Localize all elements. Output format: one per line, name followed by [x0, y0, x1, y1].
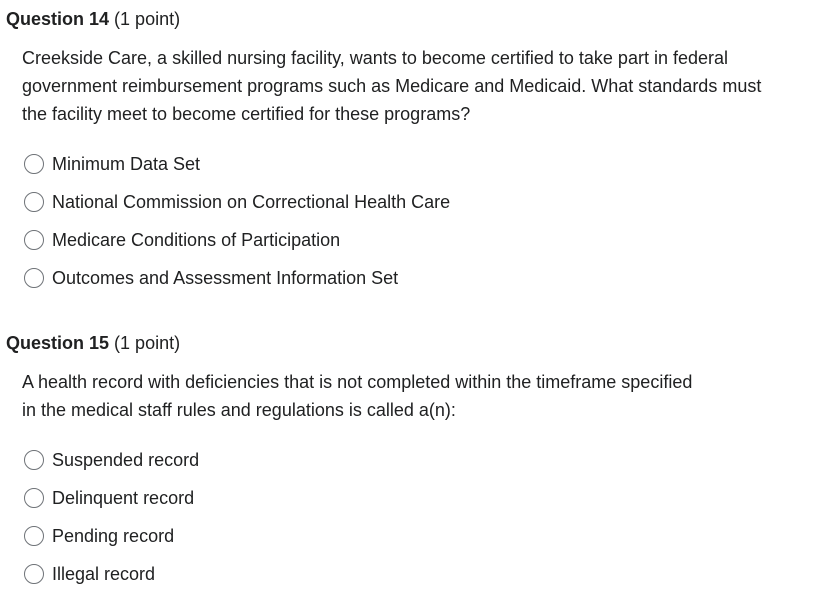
radio-button[interactable] — [24, 192, 44, 212]
answer-label: Medicare Conditions of Participation — [52, 230, 341, 250]
question-text: A health record with deficiencies that is not completed within the timeframe specified in the medical staff rules and regulations is called a(n): — [22, 372, 693, 420]
question-points: (1 point) — [114, 333, 181, 353]
question-number: Question 14 — [6, 9, 110, 29]
radio-button[interactable] — [24, 268, 44, 288]
answer-option[interactable] — [24, 183, 450, 221]
answer-label: Outcomes and Assessment Information Set — [52, 268, 399, 288]
radio-button[interactable] — [24, 450, 44, 470]
answer-label: National Commission on Correctional Health Care — [52, 192, 451, 212]
answer-label: Suspended record — [52, 450, 200, 470]
answer-label: Illegal record — [52, 564, 156, 584]
answer-option[interactable] — [24, 479, 199, 517]
radio-button[interactable] — [24, 526, 44, 546]
answer-options — [24, 441, 199, 593]
question-number: Question 15 — [6, 333, 110, 353]
question-points: (1 point) — [114, 9, 181, 29]
radio-button[interactable] — [24, 230, 44, 250]
radio-button[interactable] — [24, 488, 44, 508]
question-header — [6, 8, 180, 30]
answer-option[interactable] — [24, 145, 450, 183]
answer-option[interactable] — [24, 259, 450, 297]
answer-option[interactable] — [24, 555, 199, 593]
answer-label: Delinquent record — [52, 488, 195, 508]
question-header — [6, 332, 180, 354]
answer-option[interactable] — [24, 517, 199, 555]
answer-label: Minimum Data Set — [52, 154, 201, 174]
answer-options — [24, 145, 450, 297]
question-text: Creekside Care, a skilled nursing facility, wants to become certified to take part in federal government reimbursement programs such as Medicare and Medicaid. What standards must the facility meet to become certified for these programs? — [22, 48, 762, 124]
answer-label: Pending record — [52, 526, 175, 546]
answer-option[interactable] — [24, 441, 199, 479]
radio-button[interactable] — [24, 154, 44, 174]
radio-button[interactable] — [24, 564, 44, 584]
answer-option[interactable] — [24, 221, 450, 259]
